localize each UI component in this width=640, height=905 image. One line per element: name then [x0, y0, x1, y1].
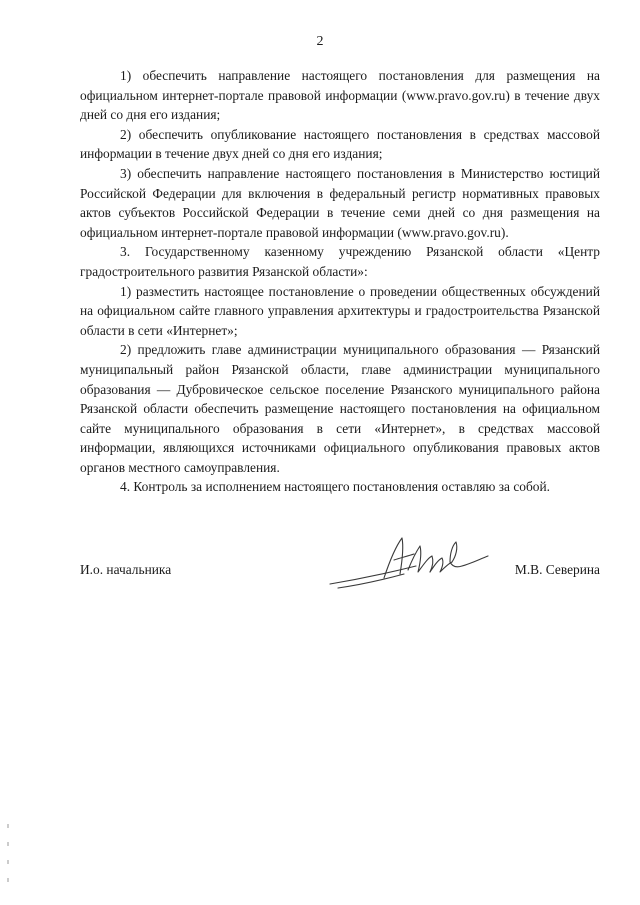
document-body [80, 66, 600, 497]
signatory-position: И.о. начальника [80, 562, 172, 577]
signatory-name: М.В. Северина [514, 562, 600, 577]
paragraph-section-4-control: 4. Контроль за исполнением настоящего постановления оставляю за собой. [120, 479, 551, 495]
paragraph-item-2-publish-media: 2) обеспечить опубликование настоящего постановления в средствах массовой информации в течение двух дней со дня его издания; [80, 126, 600, 162]
paragraph-item-1-place-online: 1) разместить настоящее постановление о проведении общественных обсуждений на официальном сайте главного управления архитектуры и градостроительства Рязанской области в сети «Интернет»; [80, 283, 600, 338]
scan-edge-marks [6, 820, 10, 900]
paragraph-item-2-propose-heads: 2) предложить главе администрации муниципального образования — Рязанский муниципальный район Рязанской области, главе администрации муниципального образования — Дубровическое сельское поселение Рязанского муниципального района Рязанской области обеспечить размещение настоящего постановления на официальном сайте муниципального образования в сети «Интернет», в средствах массовой информации, являющихся источниками официального опубликования правовых актов органов местного самоуправления. [80, 342, 600, 475]
paragraph-item-3-ministry-justice: 3) обеспечить направление настоящего постановления в Министерство юстиций Российской Федерации для включения в федеральный регистр нормативных правовых актов субъектов Российской Федерации в течение семи дней со дня размещения на официальном интернет-портале правовой информации (www.pravo.gov.ru). [80, 165, 600, 240]
signature-block [80, 556, 600, 596]
handwritten-signature [324, 530, 494, 592]
paragraph-section-3: 3. Государственному казенному учреждению Рязанской области «Центр градостроительного развития Рязанской области»: [80, 244, 600, 279]
page-number: 2 [316, 34, 324, 49]
paragraph-item-1-publish-portal: 1) обеспечить направление настоящего постановления для размещения на официальном интернет-портале правовой информации (www.pravo.gov.ru) в течение двух дней со дня его издания; [80, 68, 600, 123]
